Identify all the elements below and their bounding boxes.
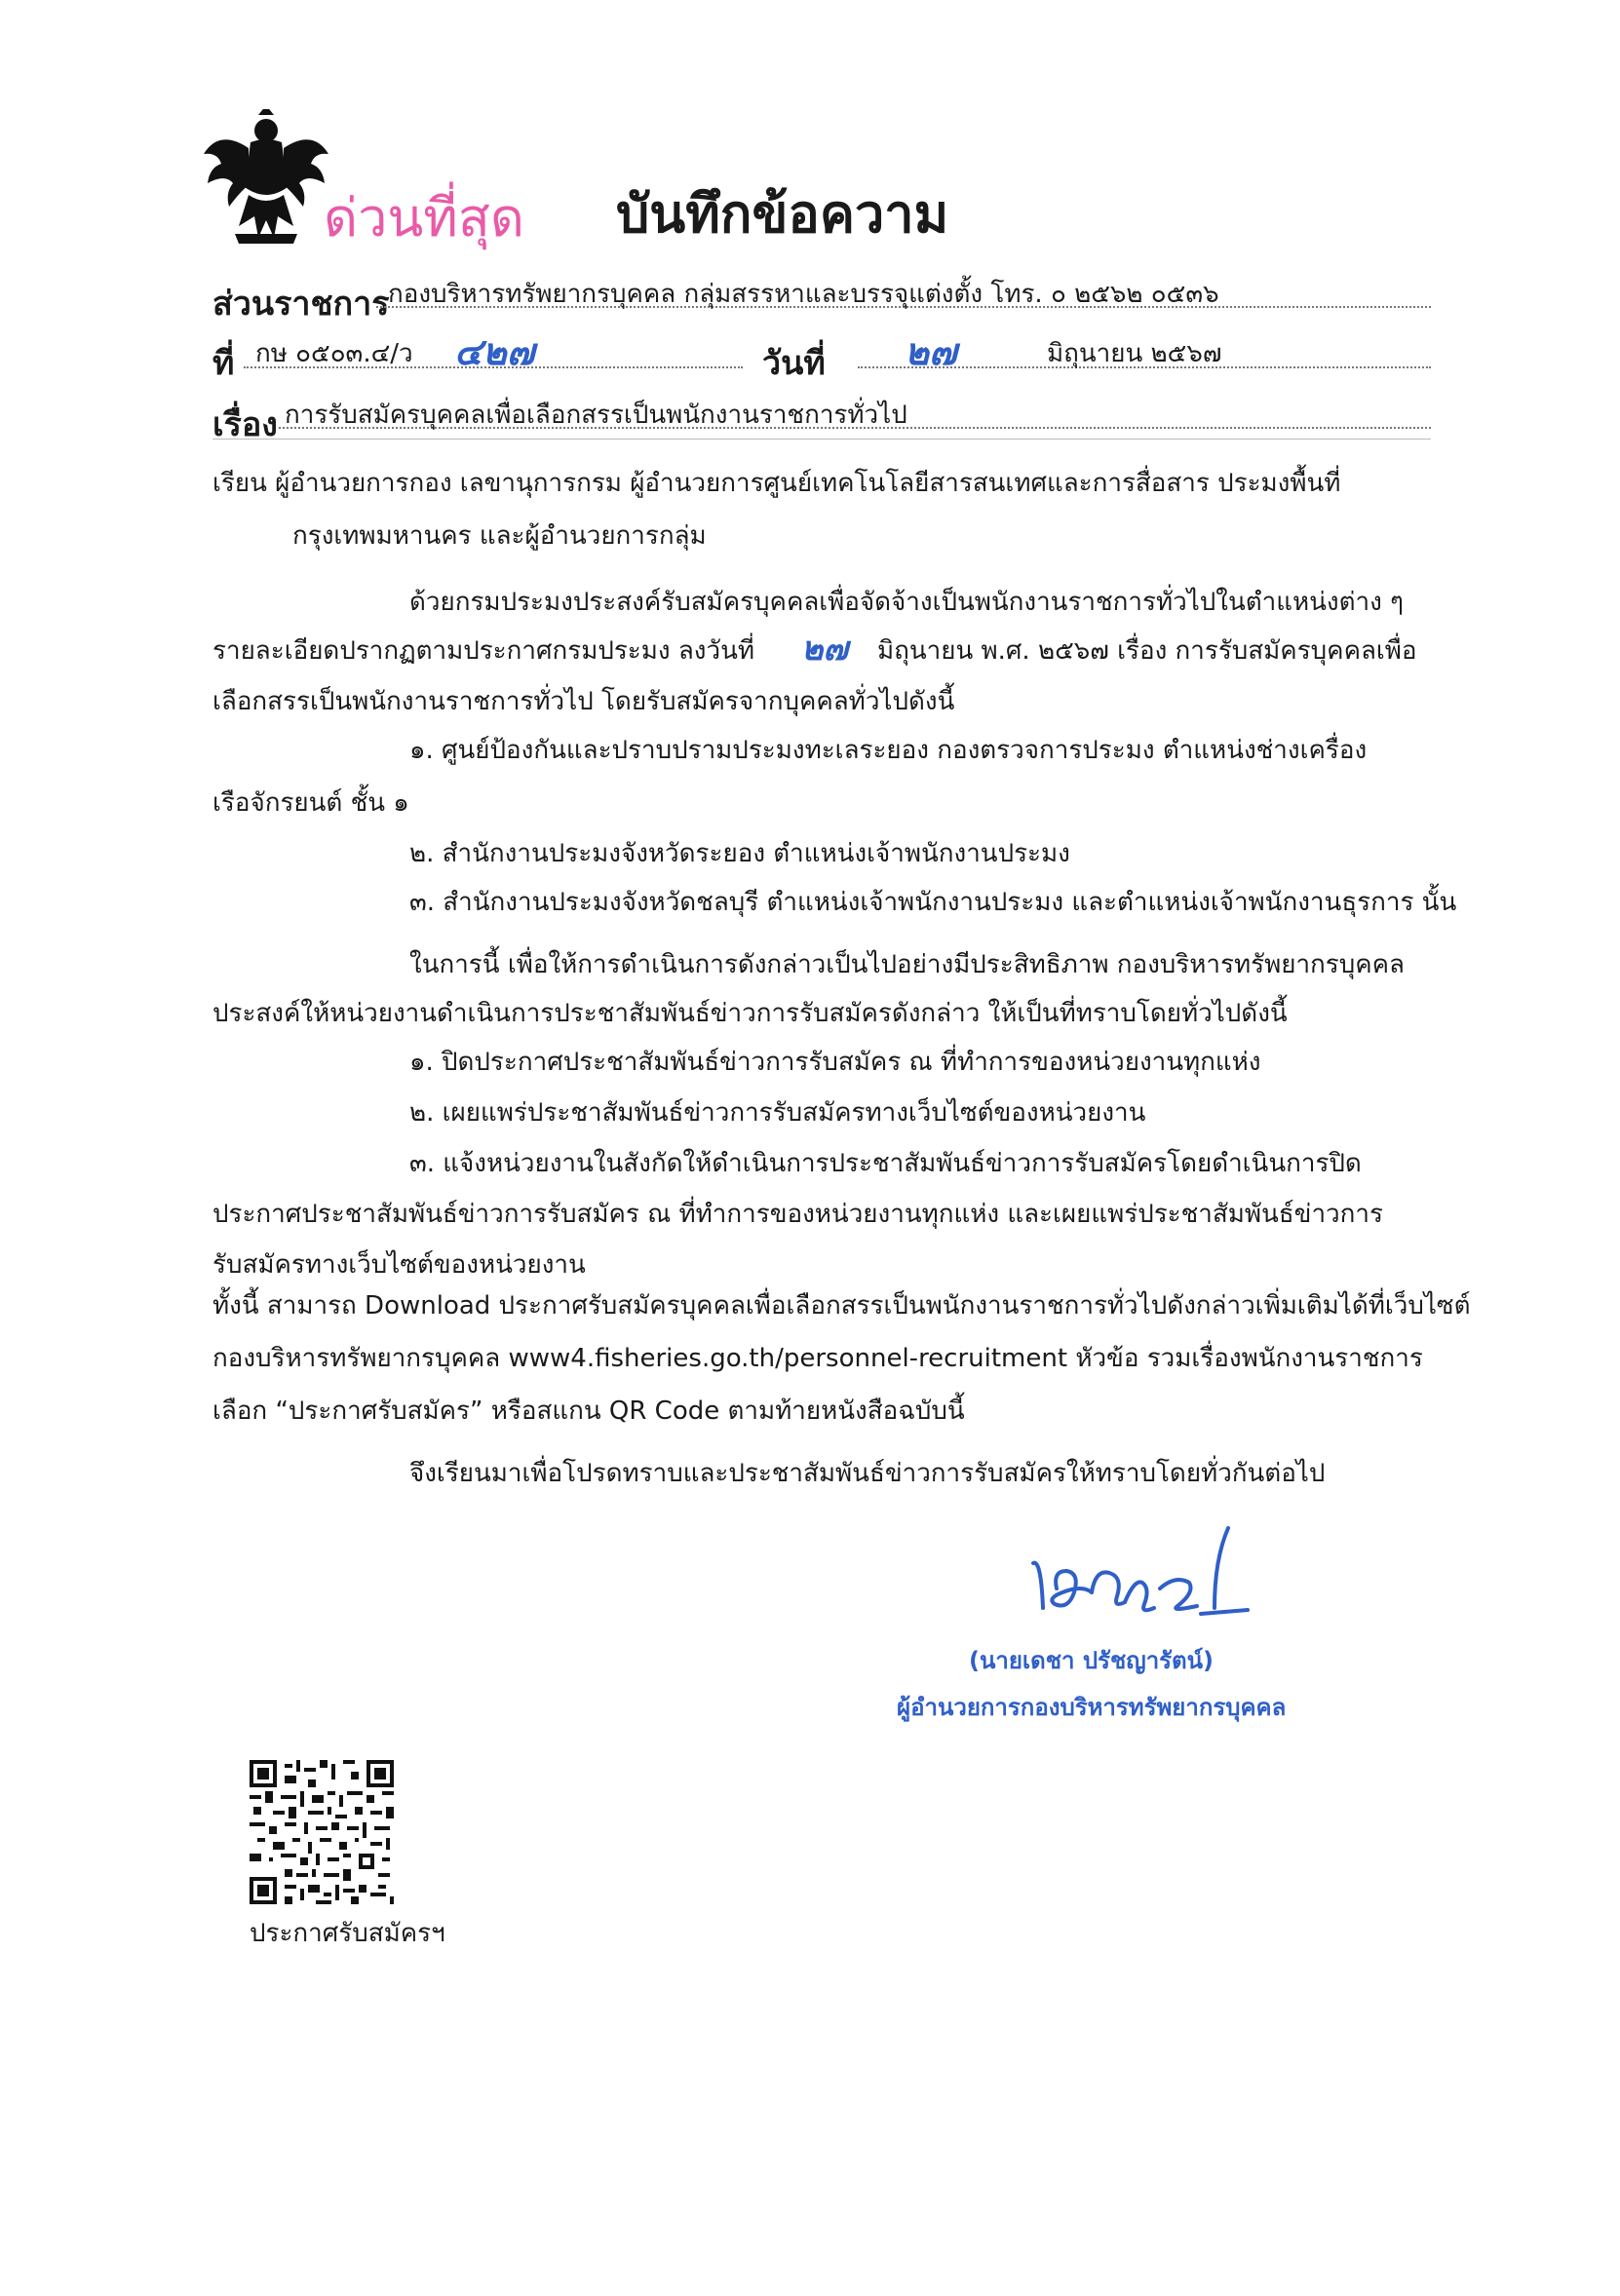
pr-item-2: ๒. เผยแพร่ประชาสัมพันธ์ข่าวการรับสมัครทางเว็บไซต์ของหน่วยงาน (409, 1098, 1146, 1128)
download-line-1: ทั้งนี้ สามารถ Download ประกาศรับสมัครบุคคลเพื่อเลือกสรรเป็นพนักงานราชการทั่วไปดังกล่าวเพิ่มเติมได้ที่เว็บไซต์ (212, 1291, 1471, 1320)
para2-line-1: ในการนี้ เพื่อให้การดำเนินการดังกล่าวเป็นไปอย่างมีประสิทธิภาพ กองบริหารทรัพยากรบุคคล (409, 950, 1405, 979)
item-1-line-1: ๑. ศูนย์ป้องกันและปราบปรามประมงทะเลระยอง กองตรวจการประมง ตำแหน่งช่างเครื่อง (409, 736, 1368, 765)
item-1-line-2: เรือจักรยนต์ ชั้น ๑ (212, 788, 409, 818)
para1-line-2b: มิถุนายน พ.ศ. ๒๕๖๗ เรื่อง การรับสมัครบุคคลเพื่อ (877, 636, 1417, 666)
para1-line-3: เลือกสรรเป็นพนักงานราชการทั่วไป โดยรับสมัครจากบุคคลทั่วไปดังนี้ (212, 687, 955, 716)
ref-handwritten-number: ๔๒๗ (454, 329, 535, 373)
qr-code-icon[interactable] (250, 1760, 394, 1904)
recipients-line-2: กรุงเทพมหานคร และผู้อำนวยการกลุ่ม (292, 521, 707, 551)
para1-line-1: ด้วยกรมประมงประสงค์รับสมัครบุคคลเพื่อจัดจ้างเป็นพนักงานราชการทั่วไปในตำแหน่งต่าง ๆ (409, 588, 1405, 617)
item-2: ๒. สำนักงานประมงจังหวัดระยอง ตำแหน่งเจ้าพนักงานประมง (409, 839, 1070, 868)
date-month-year: มิถุนายน ๒๕๖๗ (1047, 339, 1222, 368)
date-label: วันที่ (762, 344, 826, 383)
agency-value: กองบริหารทรัพยากรบุคคล กลุ่มสรรหาและบรรจุแต่งตั้ง โทร. ๐ ๒๕๖๒ ๐๕๓๖ (388, 280, 1219, 309)
handwritten-signature-icon (1023, 1520, 1267, 1627)
pr-item-3-line-3: รับสมัครทางเว็บไซต์ของหน่วยงาน (212, 1250, 586, 1280)
garuda-emblem-icon (200, 109, 332, 248)
para1-date-handwritten: ๒๗ (801, 630, 848, 669)
urgency-stamp: ด่วนที่สุด (324, 187, 524, 249)
para2-line-2: ประสงค์ให้หน่วยงานดำเนินการประชาสัมพันธ์ข่าวการรับสมัครดังกล่าว ให้เป็นที่ทราบโดยทั่วไปดังนี้ (212, 999, 1288, 1028)
date-day-handwritten: ๒๗ (905, 329, 957, 373)
download-line-3: เลือก “ประกาศรับสมัคร” หรือสแกน QR Code ตามท้ายหนังสือฉบับนี้ (212, 1397, 965, 1426)
agency-label: ส่วนราชการ (212, 285, 390, 324)
qr-caption: ประกาศรับสมัครฯ (250, 1919, 445, 1948)
signatory-position: ผู้อำนวยการกองบริหารทรัพยากรบุคคล (897, 1694, 1287, 1721)
pr-item-3-line-1: ๓. แจ้งหน่วยงานในสังกัดให้ดำเนินการประชาสัมพันธ์ข่าวการรับสมัครโดยดำเนินการปิด (409, 1149, 1362, 1178)
download-line-2: กองบริหารทรัพยากรบุคคล www4.fisheries.go.th/personnel-recruitment หัวข้อ รวมเรื่องพนักงานราชการ (212, 1344, 1423, 1373)
pr-item-3-line-2: ประกาศประชาสัมพันธ์ข่าวการรับสมัคร ณ ที่ทำการของหน่วยงานทุกแห่ง และเผยแพร่ประชาสัมพันธ์ข่าวการ (212, 1200, 1383, 1229)
header-divider (212, 439, 1431, 440)
item-3: ๓. สำนักงานประมงจังหวัดชลบุรี ตำแหน่งเจ้าพนักงานประมง และตำแหน่งเจ้าพนักงานธุรการ นั้น (409, 888, 1457, 917)
subject-label: เรื่อง (212, 405, 278, 444)
ref-label: ที่ (212, 344, 235, 383)
memo-title: บันทึกข้อความ (616, 183, 949, 245)
ref-value: กษ ๐๕๐๓.๔/ว (255, 339, 413, 368)
para1-line-2a: รายละเอียดปรากฏตามประกาศกรมประมง ลงวันที่ (212, 636, 755, 666)
recipients-line-1: เรียน ผู้อำนวยการกอง เลขานุการกรม ผู้อำนวยการศูนย์เทคโนโลยีสารสนเทศและการสื่อสาร ประมงพื้นที่ (212, 469, 1341, 498)
signatory-name: (นายเดชา ปรัชญารัตน์) (969, 1647, 1215, 1674)
pr-item-1: ๑. ปิดประกาศประชาสัมพันธ์ข่าวการรับสมัคร ณ ที่ทำการของหน่วยงานทุกแห่ง (409, 1048, 1261, 1077)
subject-value: การรับสมัครบุคคลเพื่อเลือกสรรเป็นพนักงานราชการทั่วไป (285, 401, 907, 430)
closing-line: จึงเรียนมาเพื่อโปรดทราบและประชาสัมพันธ์ข่าวการรับสมัครให้ทราบโดยทั่วกันต่อไป (409, 1459, 1326, 1488)
